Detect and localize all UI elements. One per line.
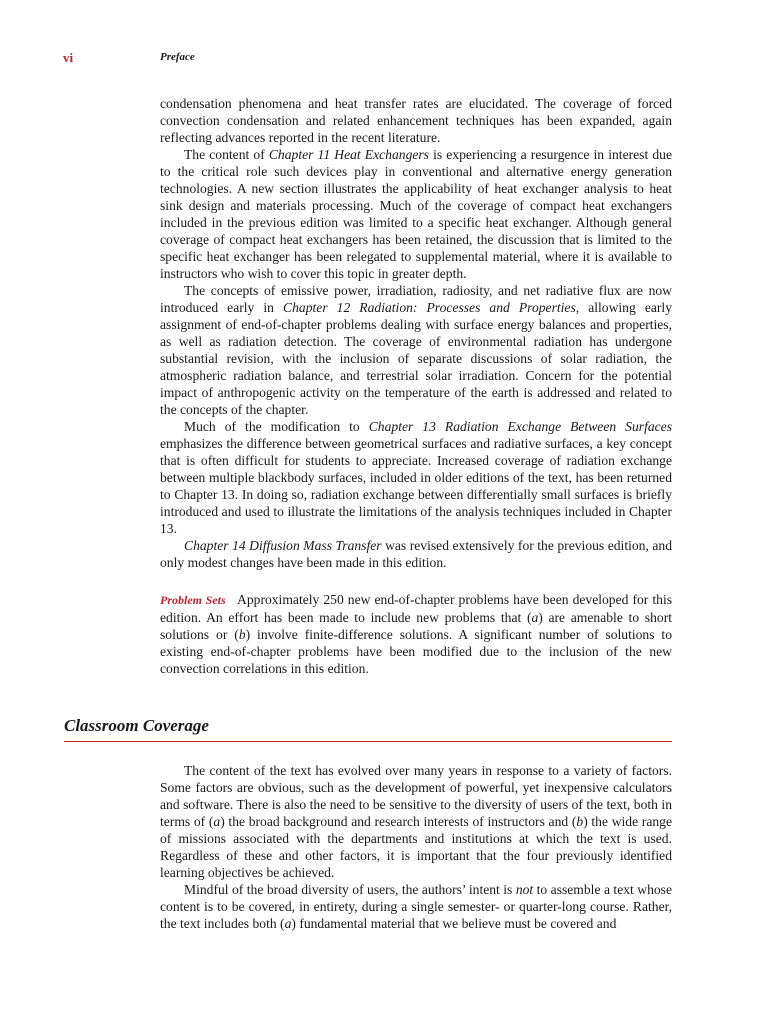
paragraph-chapter-12: The concepts of emissive power, irradiation, radiosity, and net radiative flux are now introduced early in Chapter 12 Radiation: Processes and Properties, allowing early assignment of end-of-chapter problems dealing with surface energy balances and properties, as well as radiation detection. The coverage of environmental radiation has undergone substantial revision, with the inclusion of separate discussions of solar radiation, the atmospheric radiation balance, and terrestrial solar irradiation. Concern for the potential impact of anthropogenic activity on the temperature of the earth is addressed and related to the concepts of the chapter. [160,283,672,417]
paragraph-classroom-2: Mindful of the broad diversity of users, the authors’ intent is not to assemble a text whose content is to be covered, in entirety, during a single semester- or quarter-long course. Rather, the text includes both (a) fundamental material that we believe must be covered and [160,882,672,931]
chapter-14-title: Chapter 14 Diffusion Mass Transfer [184,538,382,553]
paragraph-chapter-11: The content of Chapter 11 Heat Exchangers is experiencing a resurgence in interest due to the critical role such devices play in conventional and alternative energy generation technologies. A new section illustrates the applicability of heat exchanger analysis to heat sink design and materials processing. Much of the coverage of compact heat exchangers included in the previous edition was limited to a specific heat exchanger. Although general coverage of compact heat exchangers has been retained, the discussion that is limited to the specific heat exchanger has been relegated to supplemental material, where it is available to instructors who wish to cover this topic in greater depth. [160,147,672,281]
paragraph-classroom-1: The content of the text has evolved over many years in response to a variety of factors. Some factors are obvious, such as the development of powerful, yet inexpensive calculators and software. There is also the need to be sensitive to the diversity of users of the text, both in terms of (a) the broad background and research interests of instructors and (b) the wide range of missions associated with the departments and institutions at which the text is used. Regardless of these and other factors, it is important that the four previously identified learning objectives be achieved. [160,763,672,880]
chapter-11-title: Chapter 11 Heat Exchangers [268,147,429,162]
section-title-classroom-coverage: Classroom Coverage [64,716,209,735]
running-title: Preface [160,51,195,63]
chapter-13-title: Chapter 13 Radiation Exchange Between Surfaces [368,419,672,434]
problem-sets-heading: Problem Sets [160,593,226,607]
paragraph-chapter-14: Chapter 14 Diffusion Mass Transfer was revised extensively for the previous edition, and only modest changes have been made in this edition. [160,538,672,570]
preface-text-block [160,95,672,571]
problem-sets-block [160,591,676,677]
paragraph-problem-sets: Problem Sets Approximately 250 new end-of-chapter problems have been developed for this edition. An effort has been made to include new problems that (a) are amenable to short solutions or (b) involve finite-difference solutions. A significant number of solutions to existing end-of-chapter problems have been modified due to the inclusion of the new convection correlations in this edition. [160,592,676,676]
paragraph-condensation: condensation phenomena and heat transfer rates are elucidated. The coverage of forced convection condensation and related enhancement techniques has been expanded, again reflecting advances reported in the recent literature. [160,96,672,145]
page-number: vi [63,50,74,65]
paragraph-chapter-13: Much of the modification to Chapter 13 Radiation Exchange Between Surfaces emphasizes the difference between geometrical surfaces and radiative surfaces, a key concept that is often difficult for students to appreciate. Increased coverage of radiation exchange between multiple blackbody surfaces, included in older editions of the text, has been returned to Chapter 13. In doing so, radiation exchange between differentially small surfaces is briefly introduced and used to illustrate the limitations of the analysis techniques included in Chapter 13. [160,419,672,536]
chapter-12-title: Chapter 12 Radiation: Processes and Properties, [283,300,580,315]
section-divider [64,741,672,742]
classroom-coverage-block [160,762,672,932]
